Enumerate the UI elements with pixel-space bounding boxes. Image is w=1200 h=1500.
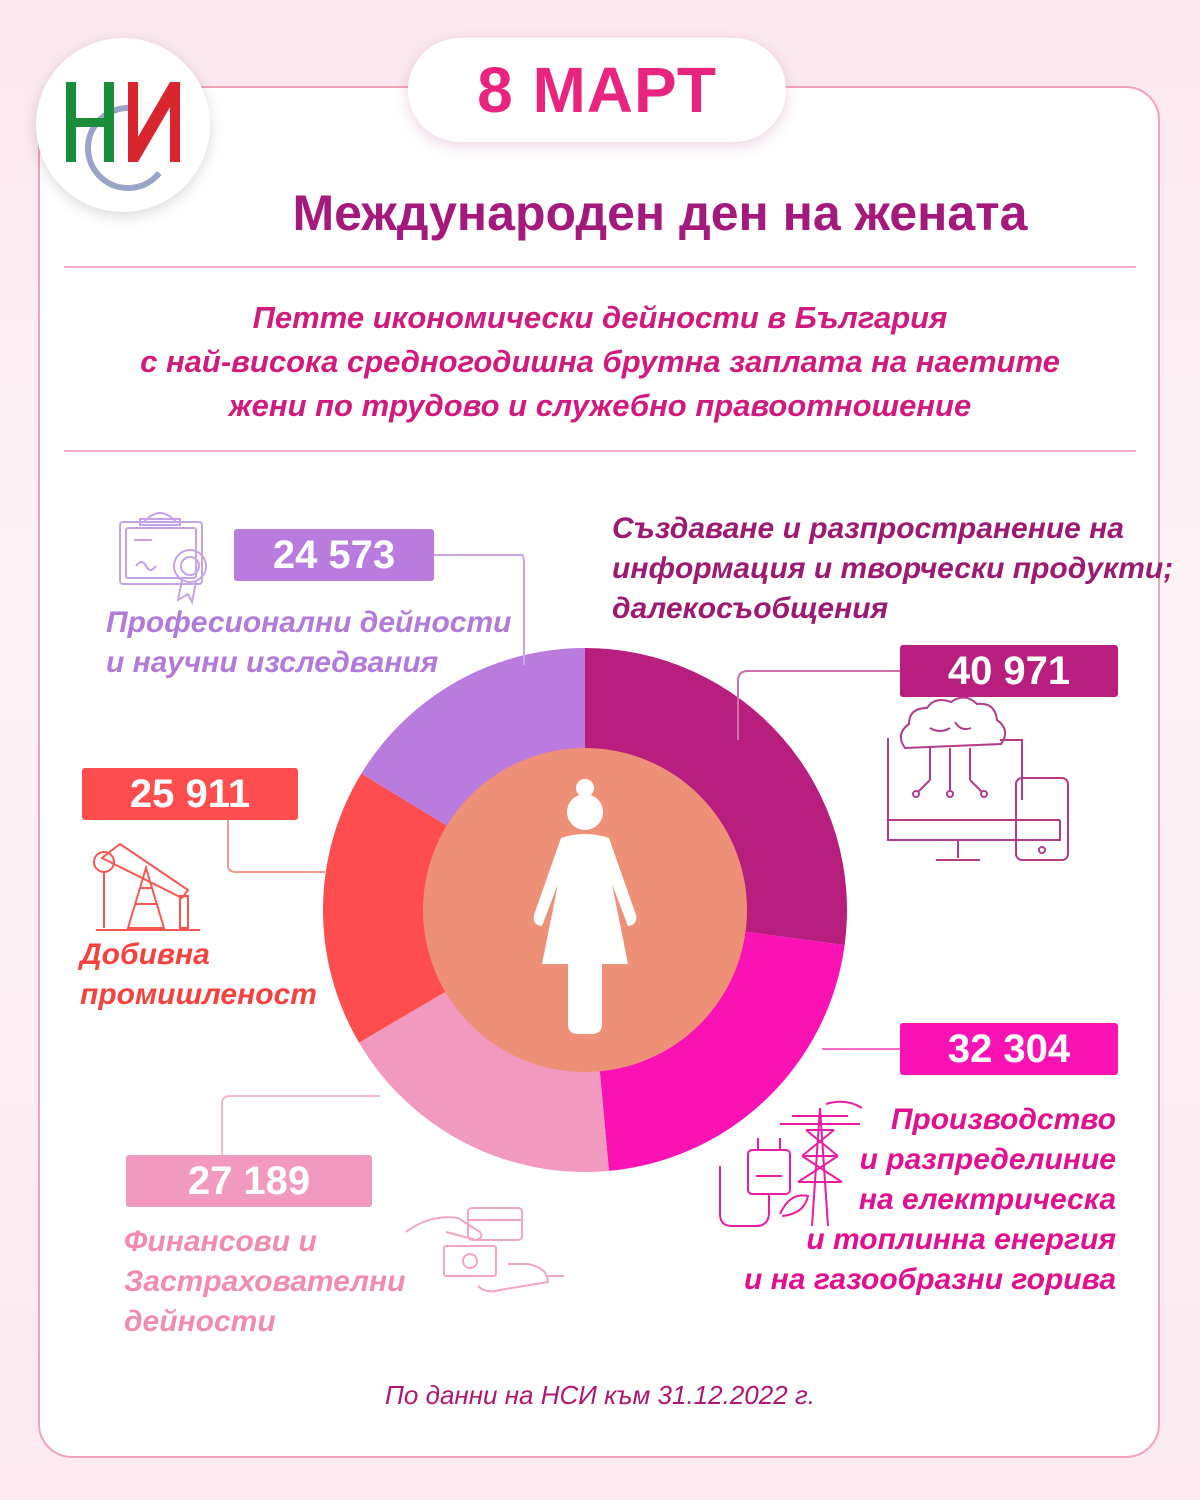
source-note: По данни на НСИ към 31.12.2022 г. (385, 1380, 815, 1410)
value-professional: 24 573 (234, 529, 434, 581)
label-finance (124, 1222, 405, 1342)
label-line: далекосъобщения (612, 592, 889, 625)
label-line: Добивна (80, 938, 210, 971)
oil-pump-icon (94, 844, 200, 930)
label-line: и разпределиние (859, 1143, 1116, 1176)
label-line: Застрахователни (124, 1265, 406, 1298)
money-hand-icon (406, 1208, 564, 1291)
subtitle-line: жени по трудово и служебно правоотношение (228, 388, 972, 423)
brain-network-computer-icon (888, 697, 1068, 860)
value-finance: 27 189 (126, 1155, 372, 1207)
label-line: и на газообразни горива (744, 1263, 1116, 1296)
connector-mining (228, 820, 325, 872)
label-line: промишленост (80, 978, 317, 1011)
subtitle-line: с най-висока средногодишна брутна заплата на наетите (140, 344, 1060, 379)
label-line: Професионални дейности (106, 606, 512, 639)
value-mining: 25 911 (82, 768, 298, 820)
connector-finance (222, 1096, 380, 1155)
page-title: Международен ден на жената (292, 185, 1028, 241)
label-line: и топлинна енергия (806, 1223, 1116, 1256)
label-line: Финансови и (124, 1225, 317, 1258)
label-line: и научни изследвания (106, 646, 439, 679)
label-line: на електрическа (858, 1183, 1116, 1216)
label-info (612, 509, 1173, 629)
label-line: Производство (890, 1103, 1116, 1136)
value-info: 40 971 (900, 645, 1118, 697)
certificate-icon (120, 513, 206, 602)
label-line: информация и творчески продукти; (612, 552, 1174, 585)
date-pill: 8 МАРТ (408, 38, 786, 142)
label-mining (80, 935, 317, 1015)
label-professional (106, 603, 511, 683)
label-line: дейности (124, 1305, 276, 1338)
subtitle-line: Петте икономически дейности в България (252, 300, 948, 335)
label-energy (744, 1100, 1116, 1300)
value-energy: 32 304 (900, 1023, 1118, 1075)
label-line: Създаване и разпространение на (612, 512, 1124, 545)
